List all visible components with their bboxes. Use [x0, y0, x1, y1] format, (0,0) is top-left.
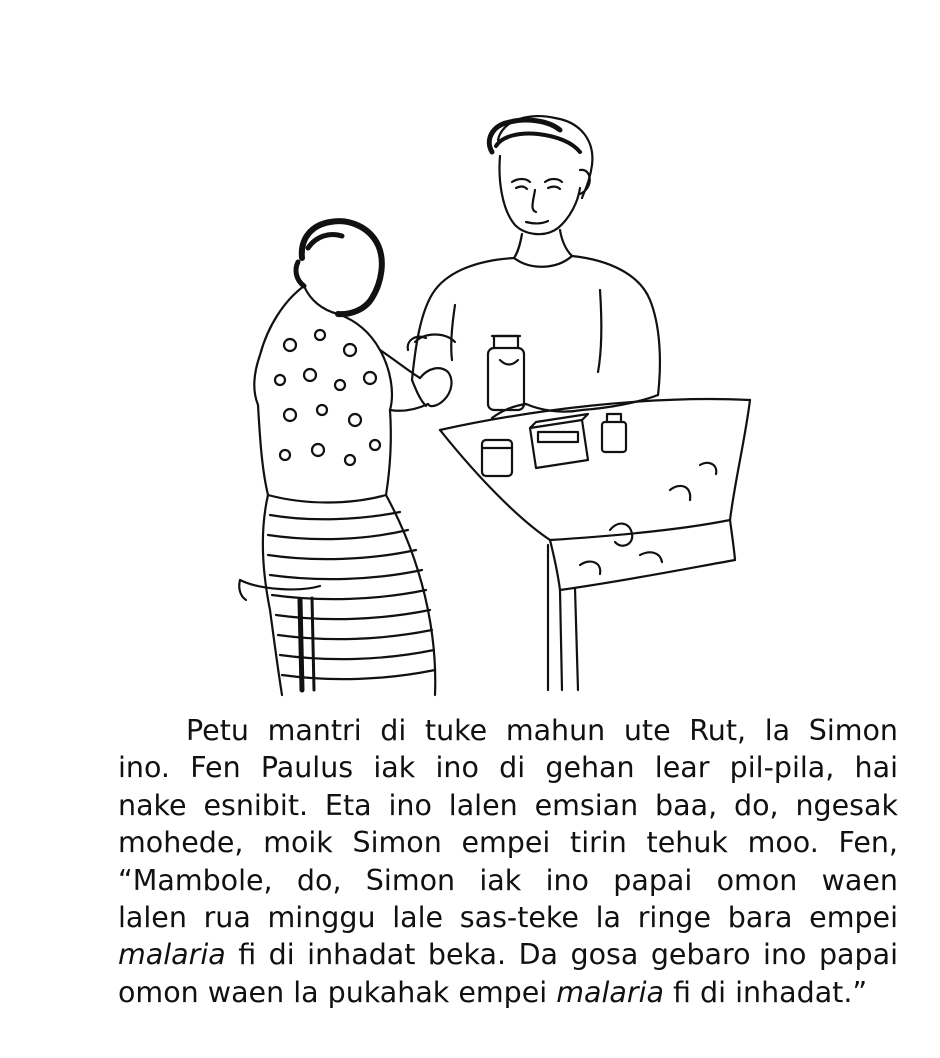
- paragraph-line: malaria fi di inhadat beka. Da gosa gebaro ino papai: [118, 938, 898, 972]
- table-drawing: [440, 399, 750, 690]
- story-paragraph: [118, 712, 898, 1011]
- paragraph-line: Petu mantri di tuke mahun ute Rut, la Simon: [186, 714, 898, 747]
- patient-figure: [239, 221, 455, 695]
- paragraph-line: mohede, moik Simon empei tirin tehuk moo. Fen,: [118, 826, 898, 860]
- paragraph-line: omon waen la pukahak empei malaria fi di inhadat.”: [118, 975, 868, 1009]
- paragraph-line: nake esnibit. Eta ino lalen emsian baa, do, ngesak: [118, 788, 898, 822]
- paragraph-line: lalen rua minggu lale sas-teke la ringe bara empei: [118, 901, 898, 935]
- paragraph-line: “Mambole, do, Simon iak ino papai omon waen: [118, 863, 898, 897]
- clinic-scene-illustration: [230, 110, 770, 700]
- paragraph-line: ino. Fen Paulus iak ino di gehan lear pil-pila, hai: [118, 751, 898, 785]
